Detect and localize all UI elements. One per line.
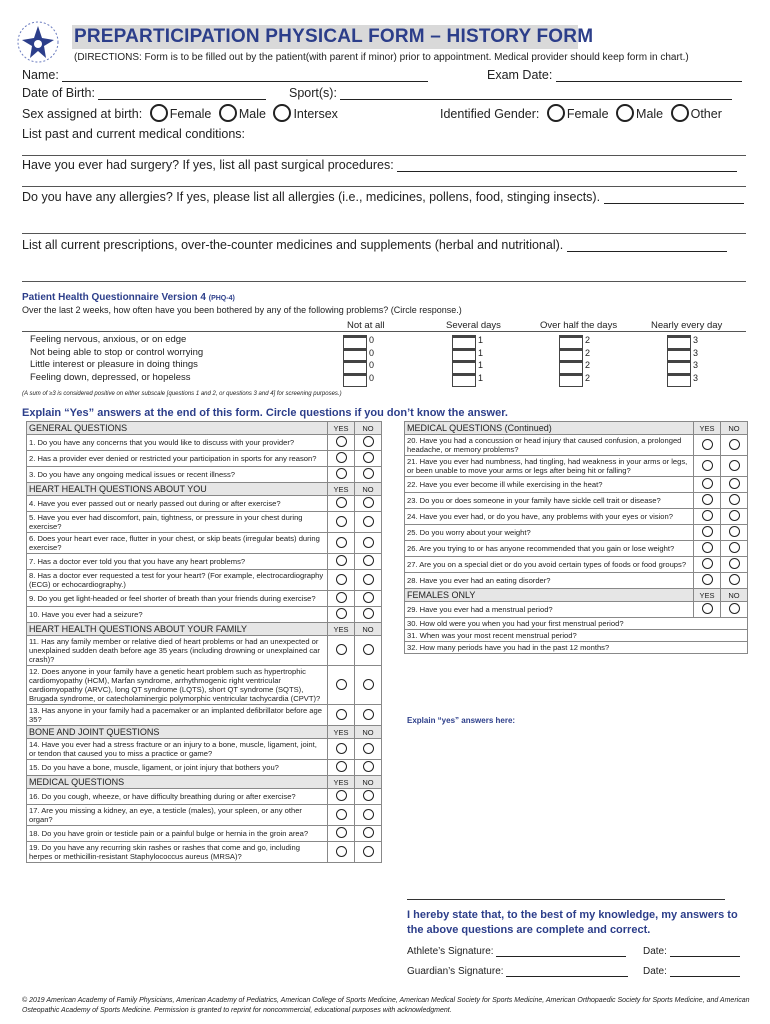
no-radio[interactable] [363, 497, 374, 508]
yes-radio[interactable] [702, 526, 713, 537]
exam-date-label: Exam Date: [487, 68, 553, 82]
phq-score: 0 [369, 347, 375, 358]
surgery-label: Have you ever had surgery? If yes, list all past surgical procedures: [22, 158, 394, 172]
phq-question: Not being able to stop or control worrying [30, 346, 204, 358]
phq-question: Feeling down, depressed, or hopeless [30, 371, 191, 383]
question-text: 16. Do you cough, wheeze, or have difficulty breathing during or after exercise? [27, 789, 328, 805]
no-radio[interactable] [729, 510, 740, 521]
phq-title-text: Patient Health Questionnaire Version 4 [22, 292, 206, 303]
sex-female-radio[interactable] [150, 104, 168, 122]
no-radio[interactable] [363, 592, 374, 603]
sex-male-label: Male [238, 107, 266, 121]
phq-response-box[interactable] [343, 373, 367, 387]
yes-radio[interactable] [702, 542, 713, 553]
question-row [405, 456, 748, 477]
question-row [405, 541, 748, 557]
attestation-text: I hereby state that, to the best of my knowledge, my answers to the above questions are complete and correct. [407, 909, 738, 936]
section-title: MEDICAL QUESTIONS (Continued) [405, 422, 694, 435]
phq-col-several-days: Several days [446, 320, 501, 331]
name-label: Name: [22, 68, 59, 82]
no-radio[interactable] [363, 679, 374, 690]
question-text: 27. Are you on a special diet or do you avoid certain types of foods or food groups? [405, 557, 694, 573]
no-radio[interactable] [363, 827, 374, 838]
section-title: FEMALES ONLY [405, 589, 694, 602]
yes-radio[interactable] [336, 743, 347, 754]
question-row [27, 570, 382, 591]
guardian-signature-field[interactable] [506, 964, 628, 977]
phq-score: 2 [585, 360, 591, 370]
phq-score: 1 [478, 335, 484, 345]
allergies-field[interactable] [604, 191, 744, 204]
phq-title-suffix: (PHQ-4) [208, 295, 235, 302]
question-text: 19. Do you have any recurring skin rashes or rashes that come and go, including herpes or methicillin-resistant Staphylococcus aureus (MRSA)? [27, 842, 328, 863]
phq-score: 0 [369, 360, 375, 370]
gender-label: Identified Gender: [440, 107, 540, 121]
question-row [405, 525, 748, 541]
question-row [405, 477, 748, 493]
dob-field[interactable] [98, 87, 266, 100]
phq-score: 3 [693, 360, 699, 370]
yes-radio[interactable] [336, 452, 347, 463]
allergies-line[interactable] [22, 233, 746, 234]
no-header: NO [355, 776, 382, 789]
section-title: HEART HEALTH QUESTIONS ABOUT YOUR FAMILY [27, 623, 328, 636]
yes-radio[interactable] [336, 592, 347, 603]
yes-radio[interactable] [702, 494, 713, 505]
question-text: 5. Have you ever had discomfort, pain, tightness, or pressure in your chest during exercise? [27, 512, 328, 533]
name-field[interactable] [62, 69, 428, 82]
no-header: NO [355, 726, 382, 739]
phq-response-box[interactable] [452, 373, 476, 387]
yes-header: YES [694, 422, 721, 435]
yes-header: YES [328, 422, 355, 435]
phq-score: 1 [478, 372, 484, 383]
no-radio[interactable] [363, 452, 374, 463]
phq-response-box[interactable] [667, 373, 691, 387]
yes-header: YES [694, 589, 721, 602]
prescriptions-line[interactable] [22, 281, 746, 282]
no-radio[interactable] [729, 574, 740, 585]
phq-col-over-half: Over half the days [540, 320, 618, 331]
no-radio[interactable] [729, 439, 740, 450]
yes-radio[interactable] [702, 510, 713, 521]
no-radio[interactable] [729, 558, 740, 569]
no-radio[interactable] [363, 468, 374, 479]
question-text: 4. Have you ever passed out or nearly passed out during or after exercise? [27, 496, 328, 512]
no-header: NO [355, 422, 382, 435]
question-text: 31. When was your most recent menstrual period? [405, 630, 748, 642]
yes-radio[interactable] [336, 846, 347, 857]
phq-divider [22, 331, 746, 332]
surgery-line[interactable] [22, 186, 746, 187]
section-header [405, 589, 748, 602]
question-text: 29. Have you ever had a menstrual period? [405, 602, 694, 618]
directions-text: (DIRECTIONS: Form is to be filled out by the patient(with parent if minor) prior to appointment. Medical provider should keep form in chart.) [74, 52, 689, 63]
phq-score: 0 [369, 335, 375, 345]
right-questions-table [404, 421, 748, 654]
sex-female-label: Female [169, 107, 212, 121]
guardian-date-field[interactable] [670, 964, 740, 977]
phq-score: 2 [585, 372, 591, 383]
question-text: 28. Have you ever had an eating disorder? [405, 573, 694, 589]
section-title: GENERAL QUESTIONS [27, 422, 328, 435]
yes-radio[interactable] [702, 603, 713, 614]
section-header [27, 776, 382, 789]
phq-question: Feeling nervous, anxious, or on edge [30, 334, 187, 345]
question-text: 7. Has a doctor ever told you that you have any heart problems? [27, 554, 328, 570]
prescriptions-field[interactable] [567, 239, 727, 252]
no-radio[interactable] [363, 574, 374, 585]
question-text: 2. Has a provider ever denied or restricted your participation in sports for any reason? [27, 451, 328, 467]
yes-radio[interactable] [702, 439, 713, 450]
phq-intro: Over the last 2 weeks, how often have you been bothered by any of the following problems? (Circle response.) [22, 305, 462, 315]
gender-male-label: Male [636, 107, 664, 121]
question-text: 15. Do you have a bone, muscle, ligament, or joint injury that bothers you? [27, 760, 328, 776]
question-row [27, 496, 382, 512]
question-text: 17. Are you missing a kidney, an eye, a testicle (males), your spleen, or any other organ? [27, 805, 328, 826]
gender-other-label: Other [690, 107, 722, 121]
yes-radio[interactable] [336, 555, 347, 566]
no-radio[interactable] [363, 743, 374, 754]
question-row [27, 705, 382, 726]
yes-radio[interactable] [336, 644, 347, 655]
gender-female-radio[interactable] [547, 104, 565, 122]
yes-header: YES [328, 776, 355, 789]
phq-col-not-at-all: Not at all [347, 320, 385, 331]
no-radio[interactable] [363, 709, 374, 720]
phq-response-box[interactable] [559, 373, 583, 387]
copyright-text: © 2019 American Academy of Family Physicians, American Academy of Pediatrics, American College of Sports Medicine, American Medical Society for Sports Medicine, American Orthopaedic Society for Sports Medicine, and American Osteopathic Academy of Sports Medicine. Permission is granted to reprint for noncommercial, educational purposes with acknowledgment. [22, 997, 750, 1014]
sex-intersex-label: Intersex [293, 107, 338, 121]
question-text: 3. Do you have any ongoing medical issues or recent illness? [27, 467, 328, 483]
question-text: 1. Do you have any concerns that you would like to discuss with your provider? [27, 435, 328, 451]
explain-yes-label: Explain “yes” answers here: [407, 716, 516, 725]
question-row [27, 554, 382, 570]
no-radio[interactable] [729, 542, 740, 553]
yes-radio[interactable] [336, 608, 347, 619]
yes-radio[interactable] [336, 497, 347, 508]
question-row [27, 636, 382, 666]
yes-header: YES [328, 483, 355, 496]
ihsa-logo [14, 18, 62, 66]
conditions-line[interactable] [22, 155, 746, 156]
surgery-field[interactable] [397, 159, 737, 172]
no-radio[interactable] [363, 846, 374, 857]
prescriptions-label: List all current prescriptions, over-the-counter medicines and supplements (herbal and nutritional). [22, 238, 564, 252]
yes-radio[interactable] [702, 478, 713, 489]
yes-radio[interactable] [702, 558, 713, 569]
question-row [405, 557, 748, 573]
yes-radio[interactable] [702, 460, 713, 471]
question-text: 20. Have you had a concussion or head injury that caused confusion, a prolonged headache, or memory problems? [405, 435, 694, 456]
question-row [405, 493, 748, 509]
no-radio[interactable] [363, 790, 374, 801]
question-text: 21. Have you ever had numbness, had tingling, had weakness in your arms or legs, or been unable to move your arms or legs after being hit or falling? [405, 456, 694, 477]
athlete-date-label: Date: [643, 946, 667, 957]
question-text: 23. Do you or does someone in your family have sickle cell trait or disease? [405, 493, 694, 509]
gender-other-radio[interactable] [671, 104, 689, 122]
guardian-signature-label: Guardian’s Signature: [407, 966, 504, 977]
no-radio[interactable] [729, 478, 740, 489]
question-row [27, 467, 382, 483]
question-row [27, 512, 382, 533]
yes-radio[interactable] [336, 761, 347, 772]
yes-radio[interactable] [336, 436, 347, 447]
no-radio[interactable] [729, 460, 740, 471]
no-radio[interactable] [729, 526, 740, 537]
section-header [405, 422, 748, 435]
question-row [27, 789, 382, 805]
guardian-date-label: Date: [643, 966, 667, 977]
question-text: 25. Do you worry about your weight? [405, 525, 694, 541]
yes-radio[interactable] [702, 574, 713, 585]
yes-radio[interactable] [336, 709, 347, 720]
question-text: 26. Are you trying to or has anyone recommended that you gain or lose weight? [405, 541, 694, 557]
no-radio[interactable] [363, 436, 374, 447]
question-text: 14. Have you ever had a stress fracture or an injury to a bone, muscle, ligament, joint, or tendon that caused you to miss a practice or game? [27, 739, 328, 760]
question-text: 12. Does anyone in your family have a genetic heart problem such as hypertrophic cardiomyopathy (HCM), Marfan syndrome, arrhythmogenic right ventricular cardiomyopathy (ARVC), long QT syndrome (LQTS), short QT syndrome (SQTS), Brugada syndrome, or catecholaminergic polymorphic ventricular tachycardia (CPVT)? [27, 666, 328, 705]
no-radio[interactable] [363, 761, 374, 772]
gender-female-label: Female [566, 107, 609, 121]
question-row [405, 602, 748, 618]
explain-heading: Explain “Yes” answers at the end of this form. Circle questions if you don’t know the answer. [22, 407, 508, 419]
section-title: BONE AND JOINT QUESTIONS [27, 726, 328, 739]
no-header: NO [355, 623, 382, 636]
question-row [27, 666, 382, 705]
sex-male-radio[interactable] [219, 104, 237, 122]
phq-score: 3 [693, 347, 699, 358]
phq-score: 0 [369, 372, 375, 383]
question-text: 10. Have you ever had a seizure? [27, 607, 328, 623]
dob-label: Date of Birth: [22, 86, 95, 100]
exam-date-field[interactable] [556, 69, 742, 82]
no-radio[interactable] [363, 608, 374, 619]
phq-scoring-note: (A sum of ≥3 is considered positive on either subscale [questions 1 and 2, or questions 3 and 4] for screening purposes.) [22, 391, 342, 397]
yes-radio[interactable] [336, 809, 347, 820]
question-row [27, 760, 382, 776]
yes-radio[interactable] [336, 790, 347, 801]
question-row [27, 533, 382, 554]
section-header [27, 422, 382, 435]
question-row [405, 573, 748, 589]
question-row [27, 805, 382, 826]
question-text: 6. Does your heart ever race, flutter in your chest, or skip beats (irregular beats) during exercise? [27, 533, 328, 554]
athlete-date-field[interactable] [670, 944, 740, 957]
explain-yes-line[interactable] [407, 899, 725, 900]
yes-radio[interactable] [336, 574, 347, 585]
conditions-label: List past and current medical conditions: [22, 127, 246, 141]
no-radio[interactable] [729, 603, 740, 614]
question-text: 30. How old were you when you had your first menstrual period? [405, 618, 748, 630]
question-row [27, 842, 382, 863]
question-row [27, 607, 382, 623]
gender-male-radio[interactable] [616, 104, 634, 122]
section-header [27, 623, 382, 636]
athlete-signature-field[interactable] [496, 944, 626, 957]
no-header: NO [355, 483, 382, 496]
question-row [27, 826, 382, 842]
yes-radio[interactable] [336, 827, 347, 838]
section-title: HEART HEALTH QUESTIONS ABOUT YOU [27, 483, 328, 496]
allergies-label: Do you have any allergies? If yes, please list all allergies (i.e., medicines, pollens, food, stinging insects). [22, 190, 601, 204]
phq-question: Little interest or pleasure in doing things [30, 359, 198, 370]
left-questions-table [26, 421, 382, 863]
question-row [405, 618, 748, 630]
athlete-signature-label: Athlete’s Signature: [407, 946, 494, 957]
no-radio[interactable] [363, 516, 374, 527]
phq-score: 1 [478, 360, 484, 370]
question-text: 11. Has any family member or relative died of heart problems or had an unexpected or unexplained sudden death before age 35 years (including drowning or unexplained car crash)? [27, 636, 328, 666]
section-header [27, 726, 382, 739]
sex-label: Sex assigned at birth: [22, 107, 143, 121]
yes-header: YES [328, 623, 355, 636]
section-title: MEDICAL QUESTIONS [27, 776, 328, 789]
section-header [27, 483, 382, 496]
no-radio[interactable] [729, 494, 740, 505]
phq-score: 3 [693, 335, 699, 345]
sports-label: Sport(s): [289, 86, 337, 100]
phq-score: 3 [693, 372, 699, 383]
yes-radio[interactable] [336, 679, 347, 690]
question-row [405, 630, 748, 642]
yes-radio[interactable] [336, 468, 347, 479]
question-row [405, 435, 748, 456]
phq-score: 1 [478, 347, 484, 358]
yes-radio[interactable] [336, 537, 347, 548]
question-text: 32. How many periods have you had in the past 12 months? [405, 642, 748, 654]
question-row [405, 642, 748, 654]
phq-title [22, 292, 235, 303]
phq-col-nearly-every-day: Nearly every day [651, 320, 723, 331]
no-header: NO [721, 589, 748, 602]
question-text: 22. Have you ever become ill while exercising in the heat? [405, 477, 694, 493]
page-title: PREPARTICIPATION PHYSICAL FORM – HISTORY FORM [74, 26, 594, 47]
question-row [27, 451, 382, 467]
no-radio[interactable] [363, 809, 374, 820]
sports-field[interactable] [340, 87, 732, 100]
phq-score: 2 [585, 335, 591, 345]
question-text: 13. Has anyone in your family had a pacemaker or an implanted defibrillator before age 35? [27, 705, 328, 726]
phq-score: 2 [585, 347, 591, 358]
question-row [405, 509, 748, 525]
question-text: 9. Do you get light-headed or feel shorter of breath than your friends during exercise? [27, 591, 328, 607]
question-text: 24. Have you ever had, or do you have, any problems with your eyes or vision? [405, 509, 694, 525]
yes-header: YES [328, 726, 355, 739]
sex-intersex-radio[interactable] [273, 104, 291, 122]
question-text: 18. Do you have groin or testicle pain or a painful bulge or hernia in the groin area? [27, 826, 328, 842]
question-row [27, 435, 382, 451]
question-row [27, 591, 382, 607]
question-row [27, 739, 382, 760]
no-header: NO [721, 422, 748, 435]
no-radio[interactable] [363, 644, 374, 655]
question-text: 8. Has a doctor ever requested a test for your heart? (For example, electrocardiography (ECG) or echocardiography.) [27, 570, 328, 591]
no-radio[interactable] [363, 537, 374, 548]
no-radio[interactable] [363, 555, 374, 566]
yes-radio[interactable] [336, 516, 347, 527]
